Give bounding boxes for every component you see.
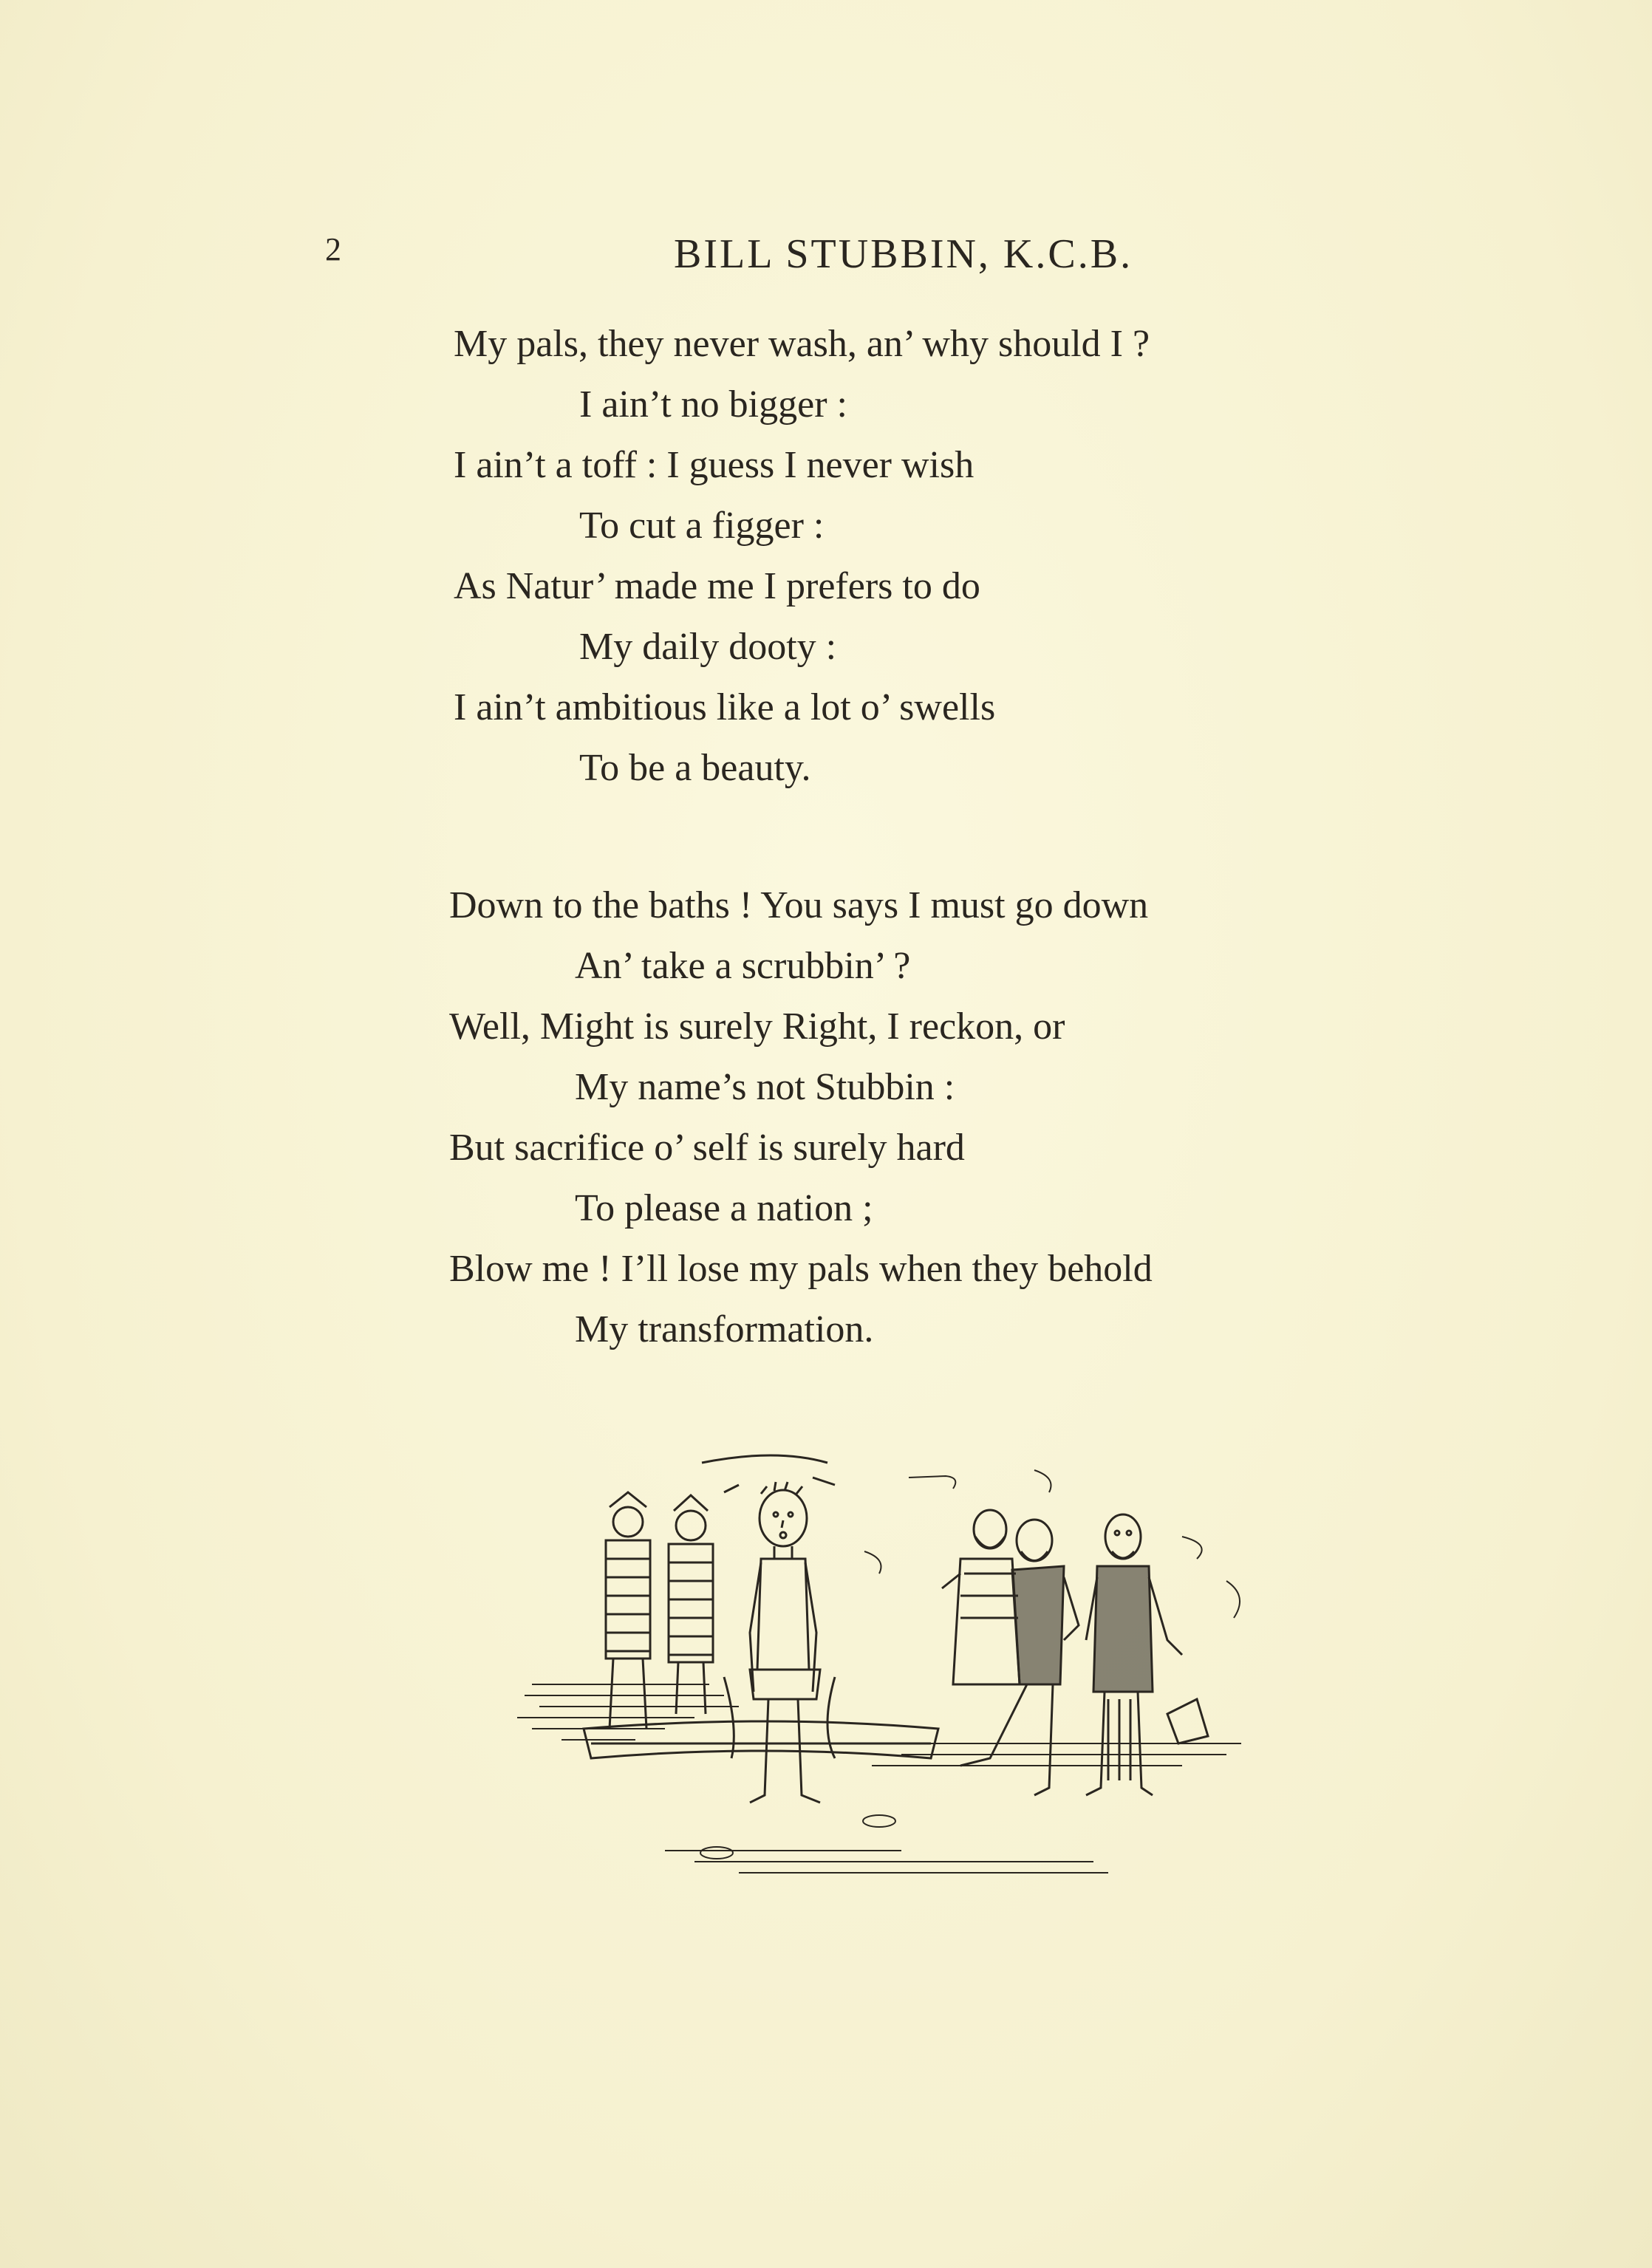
verse-line-indented: My name’s not Stubbin :: [575, 1066, 955, 1108]
bath-tub: [584, 1721, 938, 1758]
verse-line-indented: I ain’t no bigger :: [579, 383, 847, 426]
verse-line: Blow me ! I’ll lose my pals when they behold: [449, 1248, 1153, 1290]
running-head: [0, 230, 1652, 275]
verse-line: But sacrifice o’ self is surely hard: [449, 1127, 965, 1169]
striped-figure-middle: [669, 1495, 713, 1714]
bearded-pal: [942, 1510, 1020, 1684]
ragged-pal: [1086, 1514, 1208, 1795]
verse-line-indented: To please a nation ;: [575, 1187, 873, 1229]
verse-line: I ain’t a toff : I guess I never wish: [454, 444, 975, 486]
verse-line-indented: My daily dooty :: [579, 626, 837, 668]
verse-line: I ain’t ambitious like a lot o’ swells: [454, 686, 996, 728]
running-title: BILL STUBBIN, K.C.B.: [674, 231, 1133, 277]
pen-illustration: [517, 1448, 1256, 1891]
page-number: 2: [325, 231, 342, 267]
verse-line: My pals, they never wash, an’ why should I ?: [454, 323, 1150, 365]
verse-line: Well, Might is surely Right, I reckon, or: [449, 1005, 1065, 1048]
verse-line-indented: To be a beauty.: [579, 747, 811, 789]
striped-figure-left: [606, 1492, 650, 1729]
verse-line-indented: To cut a figger :: [579, 505, 825, 547]
verse-line: Down to the baths ! You says I must go down: [449, 884, 1149, 926]
verse-line-indented: My transformation.: [575, 1308, 874, 1350]
ground-hatching: [517, 1684, 1241, 1873]
verse-line: As Natur’ made me I prefers to do: [454, 565, 980, 607]
verse-line-indented: An’ take a scrubbin’ ?: [575, 945, 911, 987]
